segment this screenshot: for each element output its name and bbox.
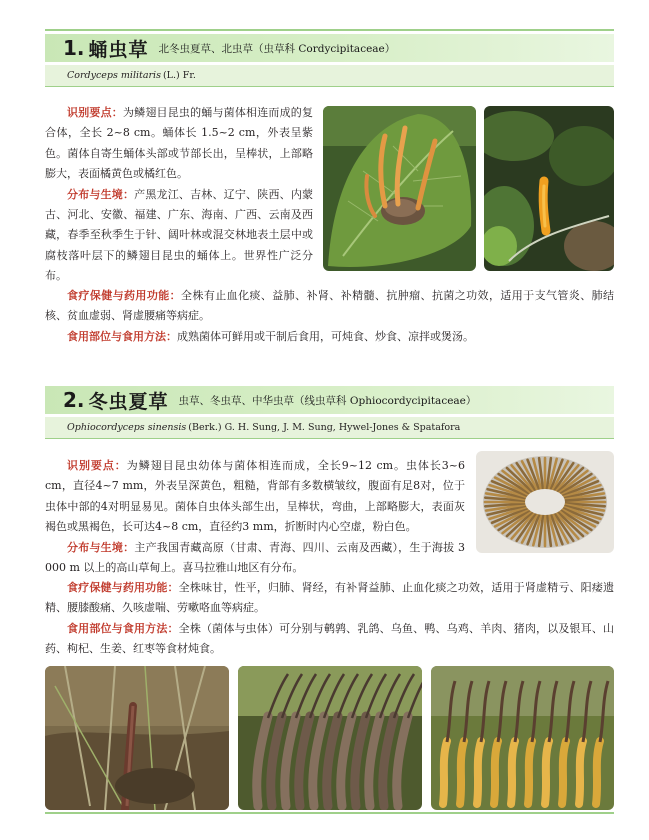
distribution-label: 分布与生境： bbox=[67, 540, 135, 554]
usage-label: 食用部位与食用方法： bbox=[67, 621, 179, 635]
species-name: 蛹虫草 bbox=[88, 38, 149, 61]
identification-paragraph bbox=[45, 456, 465, 538]
latin-genus-species: Ophiocordyceps sinensis bbox=[67, 422, 187, 433]
species-header-1 bbox=[45, 34, 614, 87]
usage-label: 食用部位与食用方法： bbox=[67, 329, 177, 343]
section2-text-full bbox=[45, 578, 614, 660]
distribution-label: 分布与生境： bbox=[67, 187, 135, 201]
usage-paragraph bbox=[45, 327, 614, 347]
photo-radial-arrangement bbox=[476, 451, 614, 553]
latin-authority: (L.) Fr. bbox=[162, 70, 196, 81]
identification-text: 为鳞翅目昆虫幼体与菌体相连而成，全长9~12 cm。虫体长3~6 cm，直径4~7 mm，外表呈深黄色，粗糙，背部有多数横皱纹，腹面有足8对，位于虫体中部的4对明显易见。菌体自虫体头部生出，呈棒状，弯曲，上部略膨大，表面灰褐色或黑褐色，长可达4~8 cm，直径约3 mm，折断时内心空虚，粉白色。 bbox=[45, 459, 466, 534]
distribution-paragraph bbox=[45, 538, 465, 579]
species-title-bar bbox=[45, 386, 614, 414]
photo-fresh-harvest bbox=[238, 666, 422, 810]
medicinal-paragraph bbox=[45, 578, 614, 619]
medicinal-paragraph bbox=[45, 286, 614, 327]
distribution-text: 产黑龙江、吉林、辽宁、陕西、内蒙古、河北、安徽、福建、广东、海南、广西、云南及西藏，春季至秋季生于针、阔叶林或混交林地表土层中或腐枝落叶层下的鳞翅目昆虫的蛹体上。世界性广泛分布。 bbox=[45, 187, 314, 283]
medicinal-label: 食疗保健与药用功能： bbox=[67, 289, 182, 302]
photo-cordyceps-on-leaf bbox=[323, 106, 476, 271]
section1-text-full bbox=[45, 286, 614, 347]
usage-text: 全株（菌体与虫体）可分别与鹌鹑、乳鸽、乌鱼、鸭、乌鸡、羊肉、猪肉，以及银耳、山药、枸杞、生姜、红枣等食材炖食。 bbox=[45, 621, 615, 656]
usage-paragraph bbox=[45, 619, 614, 660]
distribution-text: 主产我国青藏高原（甘肃、青海、四川、云南及西藏），生于海拔 3 000 m 以上的高山草甸上。喜马拉雅山地区有分布。 bbox=[45, 540, 466, 575]
latin-name-bar bbox=[45, 65, 614, 87]
photo-in-meadow bbox=[45, 666, 229, 810]
species-name: 冬虫夏草 bbox=[88, 390, 169, 413]
species-number: 1. bbox=[63, 36, 85, 60]
species-number: 2. bbox=[63, 388, 85, 412]
photo-dried-cordyceps bbox=[431, 666, 614, 810]
latin-genus-species: Cordyceps militaris bbox=[67, 70, 161, 81]
species-header-2 bbox=[45, 386, 614, 439]
latin-name-bar bbox=[45, 417, 614, 439]
identification-label: 识别要点： bbox=[67, 106, 123, 119]
species-alias: 虫草、冬虫草、中华虫草（线虫草科 Ophiocordycipitaceae） bbox=[178, 394, 477, 407]
photo-cordyceps-in-moss bbox=[484, 106, 614, 271]
distribution-paragraph bbox=[45, 185, 313, 287]
medicinal-text: 全株有止血化痰、益肺、补肾、补精髓、抗肿瘤、抗菌之功效，适用于支气管炎、肺结核、贫血虚弱、肾虚腰痛等病症。 bbox=[45, 289, 615, 323]
species-title-bar bbox=[45, 34, 614, 62]
medicinal-text: 全株味甘，性平，归肺、肾经，有补肾益肺、止血化痰之功效，适用于肾虚精亏、阳痿遗精、腰膝酸痛、久咳虚喘、劳嗽咯血等病症。 bbox=[45, 581, 615, 615]
identification-paragraph bbox=[45, 103, 313, 185]
bottom-rule bbox=[45, 812, 614, 814]
top-rule bbox=[45, 29, 614, 31]
species-alias: 北冬虫夏草、北虫草（虫草科 Cordycipitaceae） bbox=[158, 42, 396, 55]
section1-text-left bbox=[45, 103, 313, 287]
identification-text: 为鳞翅目昆虫的蛹与菌体相连而成的复合体，全长 2~8 cm。蛹体长 1.5~2 cm，外表呈紫色。菌体自寄生蛹体头部或节部长出，呈棒状，上部略膨大，表面橘黄色或橘红色。 bbox=[45, 106, 313, 181]
usage-text: 成熟菌体可鲜用或干制后食用，可炖食、炒食、凉拌或煲汤。 bbox=[177, 329, 474, 343]
medicinal-label: 食疗保健与药用功能： bbox=[67, 581, 179, 594]
latin-authority: (Berk.) G. H. Sung, J. M. Sung, Hywel-Jones & Spatafora bbox=[188, 422, 461, 433]
section2-text-left bbox=[45, 456, 465, 578]
identification-label: 识别要点： bbox=[67, 459, 127, 472]
